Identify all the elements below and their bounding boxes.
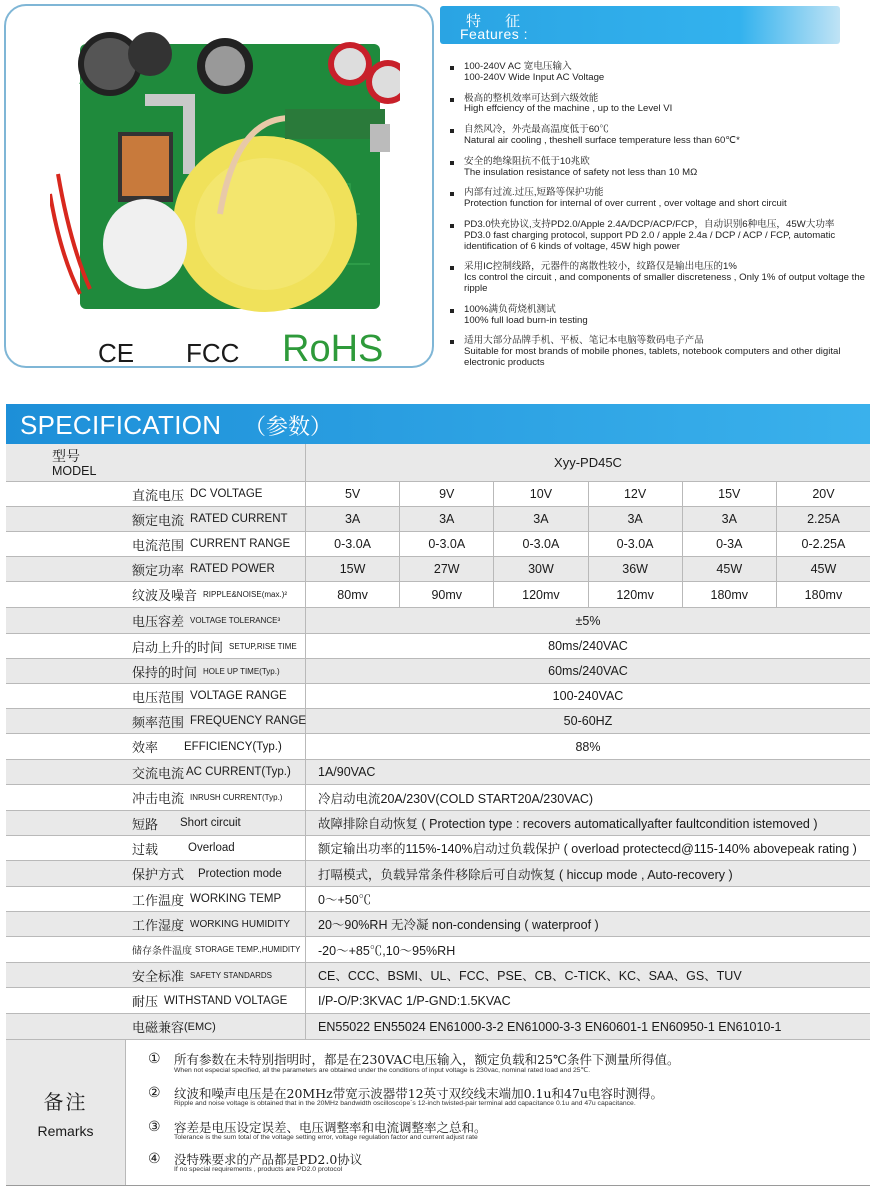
row-label-text: 工作湿度: [132, 918, 185, 934]
value-text: 自然风冷，外壳最高温度低于60℃: [464, 124, 609, 136]
feature-item: [448, 336, 873, 368]
value-text: Natural air cooling , theshell surface temperature less than 60℃*: [464, 134, 740, 146]
features-header: [440, 6, 840, 44]
value-text: 采用IC控制线路，元器件的离散性较小，纹路仅是输出电压的1%: [464, 261, 737, 273]
table-cell: 5V: [306, 482, 400, 506]
table-cell: 45W: [683, 557, 777, 581]
table-row: [6, 557, 870, 582]
value-text: ±5%: [575, 613, 601, 628]
table-row: [6, 988, 870, 1014]
table-cell: 0-3.0A: [589, 532, 683, 556]
row-label-text: 耐压: [132, 995, 159, 1010]
value-text: 50-60HZ: [563, 714, 613, 728]
value-text: 100-240VAC: [552, 689, 624, 703]
value-text: 所有参数在未特别指明时，都是在230VAC电压输入，额定负载和25℃条件下测量所得值。: [174, 1052, 680, 1067]
value-text: When not especial specified, all the parameters are obtained under the conditions of input voltage is 230vac, nominal rated load and 25℃.: [174, 1067, 591, 1074]
pcb-board-image: [50, 24, 400, 324]
row-label-text: RIPPLE&NOISE(max.)²: [203, 590, 288, 599]
value-text: 额定输出功率的115%-140%启动过负载保护 ( overload protectecd@115-140% abovepeak rating ): [318, 842, 857, 856]
table-cell: 0-2.25A: [801, 537, 846, 551]
table-cell: 180mv: [683, 582, 777, 607]
value-text: 100%满负荷烧机测试: [464, 303, 556, 315]
row-label-text: HOLE UP TIME(Typ.): [203, 666, 280, 676]
value-text: 100-240V Wide Input AC Voltage: [464, 71, 605, 83]
table-row: [6, 760, 870, 785]
features-title-en: Features :: [460, 26, 529, 42]
value-text: 纹波和噪声电压是在20MHz带宽示波器带12英寸双绞线末端加0.1u和47u电容时测得。: [174, 1086, 663, 1101]
row-label-text: 短路: [132, 817, 159, 833]
table-cell: 30W: [494, 557, 588, 581]
table-cell: 180mv: [804, 587, 843, 602]
table-cell: 36W: [589, 557, 683, 581]
row-label-text: 储存条件温度: [132, 946, 192, 957]
value-text: The insulation resistance of safety not less than 10 MΩ: [464, 166, 698, 178]
table-cell: 3A: [400, 507, 494, 531]
fcc-mark: FCC: [186, 338, 240, 368]
table-cell: 10V: [494, 482, 588, 506]
value-text: Ripple and noise voltage is obtained that in the 20MHz bandwidth oscilloscope`s 12-inch twisted-pair terminal add capacitance 0.1u and 47u capacitance.: [174, 1100, 636, 1107]
value-text: Protection function for internal of over current , over voltage and short circuit: [464, 198, 787, 210]
row-label-text: (EMC): [184, 1020, 216, 1033]
table-cell: 120mv: [589, 582, 683, 607]
table-row: [6, 608, 870, 634]
value-text: If no special requirements , products are PD2.0 protocol: [174, 1166, 343, 1173]
spec-title-cn: （参数）: [244, 415, 333, 440]
product-photo-panel: [4, 4, 434, 368]
row-label-text: VOLTAGE RANGE: [190, 690, 287, 702]
row-label-text: 电流范围: [132, 538, 185, 554]
row-label-text: 直流电压: [132, 488, 185, 504]
value-text: 没特殊要求的产品都是PD2.0协议: [174, 1152, 363, 1167]
row-label-text: 电磁兼容: [132, 1021, 185, 1036]
feature-item: [448, 94, 873, 116]
table-cell: 3A: [494, 507, 588, 531]
value-text: 60ms/240VAC: [548, 664, 628, 678]
value-text: I/P-O/P:3KVAC 1/P-GND:1.5KVAC: [318, 993, 511, 1008]
row-label-text: 保护方式: [132, 868, 185, 883]
row-label-text: 电压容差: [132, 615, 185, 630]
model-value: Xyy-PD45C: [554, 455, 622, 470]
row-label-text: VOLTAGE TOLERANCE³: [190, 616, 281, 625]
table-cell: 12V: [589, 482, 683, 506]
table-row: [6, 634, 870, 659]
feature-item: [448, 62, 873, 84]
value-text: PD3.0快充协议,支持PD2.0/Apple 2.4A/DCP/ACP/FCP，自动识别6种电压，45W大功率: [464, 218, 835, 230]
table-cell: 3A: [683, 507, 777, 531]
value-text: 容差是电压设定误差、电压调整率和电流调整率之总和。: [174, 1120, 487, 1135]
row-label-text: SETUP,RISE TIME: [229, 641, 297, 651]
row-label-text: EFFICIENCY(Typ.): [184, 740, 282, 753]
table-row: [6, 1014, 870, 1040]
value-text: 100% full load burn-in testing: [464, 314, 588, 326]
table-cell: 80mv: [306, 582, 400, 607]
row-label-text: Short circuit: [180, 817, 241, 829]
row-label-text: 启动上升的时间: [132, 640, 224, 656]
table-row: [6, 709, 870, 734]
table-row: [6, 937, 870, 963]
value-text: 1A/90VAC: [318, 765, 376, 779]
row-label-text: AC CURRENT(Typ.): [186, 766, 291, 778]
value-text: PD3.0 fast charging protocol, support PD 2.0 / apple 2.4a / DCP / ACP / FCP, automatic identification of 6 kinds of voltage, 45W high power: [464, 229, 836, 252]
table-row: [6, 482, 870, 507]
table-row: [6, 887, 870, 912]
value-text: 88%: [575, 739, 601, 754]
ce-mark: CE: [98, 338, 135, 368]
row-label-text: FREQUENCY RANGE: [190, 715, 307, 727]
value-text: Ics control the circuit , and components of smaller discreteness , Only 1% of output voltage the ripple: [464, 272, 866, 294]
row-label-text: Overload: [188, 842, 235, 854]
value-text: ③: [148, 1118, 161, 1134]
row-label-text: 工作温度: [132, 893, 185, 909]
table-row: [6, 836, 870, 861]
value-text: 冷启动电流20A/230V(COLD START20A/230VAC): [318, 791, 594, 806]
table-cell: 20V: [812, 487, 835, 501]
table-cell: 15W: [306, 557, 400, 581]
table-cell: 3A: [589, 507, 683, 531]
table-cell: 0-3.0A: [494, 532, 588, 556]
table-row: [6, 582, 870, 608]
row-label-text: 安全标准: [132, 969, 185, 985]
table-cell: 90mv: [400, 582, 494, 607]
table-row: [6, 912, 870, 937]
specification-header: [6, 404, 870, 444]
table-row: [6, 861, 870, 887]
row-label-text: WITHSTAND VOLTAGE: [164, 994, 288, 1007]
value-text: 100-240V AC 宽电压输入: [464, 61, 572, 72]
value-text: 故障排除自动恢复 ( Protection type : recovers automaticallyafter faultcondition istemoved ): [318, 817, 818, 831]
model-label-en: MODEL: [52, 464, 97, 478]
row-label-text: WORKING HUMIDITY: [190, 918, 291, 930]
table-row: [6, 532, 870, 557]
value-text: 极高的整机效率可达到六级效能: [464, 92, 599, 104]
table-cell: 45W: [810, 562, 837, 576]
row-label-text: 过载: [132, 842, 159, 858]
rohs-mark: RoHS: [282, 328, 384, 368]
value-text: 打嗝模式，负载异常条件移除后可自动恢复 ( hiccup mode , Auto-recovery ): [318, 867, 733, 882]
row-label-text: 保持的时间: [132, 665, 198, 681]
value-text: EN55022 EN55024 EN61000-3-2 EN61000-3-3 EN60601-1 EN60950-1 EN61010-1: [318, 1019, 782, 1034]
spec-title: SPECIFICATION: [20, 410, 222, 440]
value-text: ①: [148, 1050, 161, 1066]
value-text: 内部有过流.过压,短路等保护功能: [464, 187, 604, 199]
value-text: High effciency of the machine , up to the Level VI: [464, 103, 673, 115]
value-text: CE、CCC、BSMI、UL、FCC、PSE、CB、C-TICK、KC、SAA、GS、TUV: [318, 969, 742, 983]
row-label-text: 冲击电流: [132, 792, 185, 807]
row-label-text: RATED POWER: [190, 563, 275, 575]
feature-item: [448, 305, 873, 327]
row-label-text: 效率: [132, 741, 159, 756]
row-label-text: WORKING TEMP: [190, 893, 282, 905]
table-row: [6, 811, 870, 836]
value-text: 适用大部分品牌手机、平板、笔记本电脑等数码电子产品: [464, 335, 704, 347]
table-cell: 3A: [306, 507, 400, 531]
remarks-section: [6, 1040, 870, 1186]
feature-item: [448, 125, 873, 147]
row-label-text: 频率范围: [132, 715, 185, 731]
feature-item: [448, 157, 873, 179]
value-text: 20～90%RH 无冷凝 non-condensing ( waterproof ): [318, 918, 599, 932]
row-label-text: 纹波及噪音: [132, 589, 198, 604]
feature-item: [448, 188, 873, 210]
feature-item: [448, 262, 873, 294]
value-text: ②: [148, 1084, 161, 1100]
row-label-text: RATED CURRENT: [190, 513, 288, 525]
value-text: Tolerance is the sum total of the voltage setting error, voltage regulation factor and current adjust rate: [174, 1134, 478, 1141]
table-cell: 120mv: [494, 582, 588, 607]
row-label-text: CURRENT RANGE: [190, 538, 291, 550]
row-label-text: DC VOLTAGE: [190, 488, 263, 500]
value-text: 安全的绝缘阻抗不低于10兆欧: [464, 155, 590, 167]
row-label-text: INRUSH CURRENT(Typ.): [190, 793, 283, 802]
feature-item: [448, 220, 873, 252]
row-label-text: Protection mode: [198, 867, 282, 880]
row-label-text: 交流电流: [132, 766, 185, 782]
table-cell: 15V: [683, 482, 777, 506]
row-label-text: STORAGE TEMP.,HUMIDITY: [195, 945, 301, 954]
features-title-cn: 特 征: [466, 13, 531, 30]
row-label-text: 额定功率: [132, 563, 185, 579]
table-row: [6, 659, 870, 684]
cert-logos: [6, 326, 434, 366]
table-row: [6, 507, 870, 532]
row-label-text: 额定电流: [132, 513, 185, 529]
table-cell: 0-3.0A: [306, 532, 400, 556]
table-cell: 0-3.0A: [400, 532, 494, 556]
remarks-title-cn: 备注: [43, 1090, 88, 1114]
value-text: ④: [148, 1150, 161, 1166]
table-cell: 9V: [400, 482, 494, 506]
table-cell: 27W: [400, 557, 494, 581]
value-text: -20～+85℃,10～95%RH: [318, 943, 456, 958]
value-text: 0～+50℃: [318, 893, 372, 907]
value-text: 80ms/240VAC: [548, 639, 628, 653]
row-label-text: 电压范围: [132, 690, 185, 706]
remarks-title-en: Remarks: [37, 1123, 94, 1139]
table-cell: 0-3A: [683, 532, 777, 556]
model-row: [6, 444, 870, 482]
value-text: Suitable for most brands of mobile phones, tablets, notebook computers and other digital electronic products: [464, 346, 841, 368]
features-list: [448, 62, 873, 379]
table-row: [6, 785, 870, 811]
table-cell: 2.25A: [807, 512, 840, 526]
model-label-cn: 型号: [52, 449, 80, 465]
table-row: [6, 734, 870, 760]
table-row: [6, 963, 870, 988]
row-label-text: SAFETY STANDARDS: [190, 970, 272, 980]
table-row: [6, 684, 870, 709]
